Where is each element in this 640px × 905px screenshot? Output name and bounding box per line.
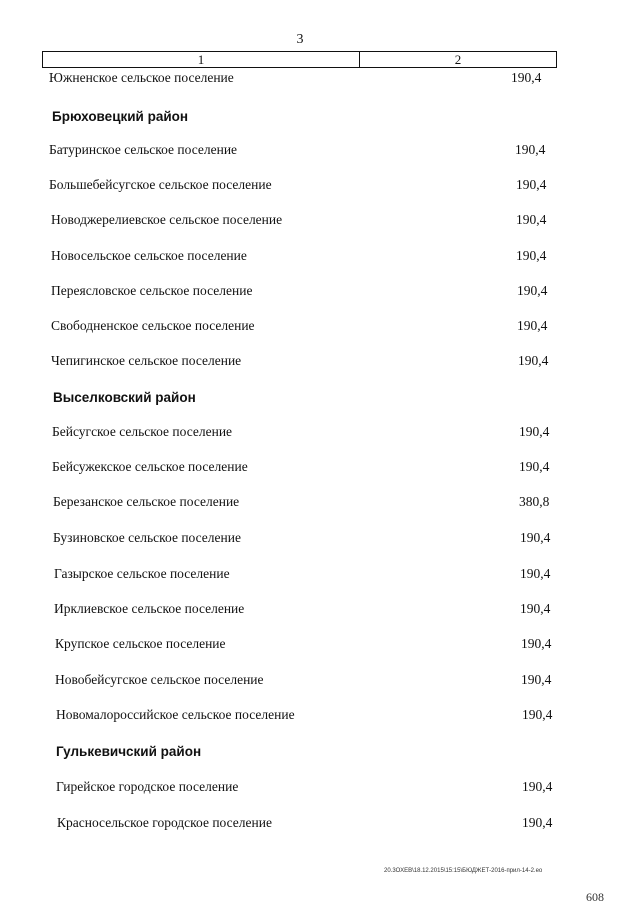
settlement-name: Гирейское городское поселение [56, 779, 239, 794]
settlement-value: 190,4 [515, 142, 546, 157]
settlement-value: 190,4 [517, 283, 548, 298]
settlement-value: 190,4 [522, 815, 553, 830]
settlement-name: Бузиновское сельское поселение [53, 530, 241, 545]
settlement-value: 190,4 [519, 424, 550, 439]
settlement-name: Переясловское сельское поселение [51, 283, 253, 298]
settlement-name: Газырское сельское поселение [54, 566, 230, 581]
settlement-name: Новомалороссийское сельское поселение [56, 707, 295, 722]
settlement-name: Большебейсугское сельское поселение [49, 177, 272, 192]
settlement-name: Свободненское сельское поселение [51, 318, 255, 333]
settlement-value: 190,4 [516, 248, 547, 263]
settlement-name: Ирклиевское сельское поселение [54, 601, 245, 616]
settlement-value: 190,4 [522, 779, 553, 794]
settlement-name: Березанское сельское поселение [53, 494, 240, 509]
settlement-value: 190,4 [517, 318, 548, 333]
settlement-name: Бейсугское сельское поселение [52, 424, 233, 439]
settlement-value: 190,4 [521, 672, 552, 687]
settlement-name: Крупское сельское поселение [55, 636, 226, 651]
settlement-value: 190,4 [520, 566, 551, 581]
settlement-value: 190,4 [516, 212, 547, 227]
settlement-value: 380,8 [519, 494, 550, 509]
settlement-value: 190,4 [522, 707, 553, 722]
header-column-1: 1 [43, 52, 360, 67]
district-heading: Гулькевичский район [56, 744, 202, 759]
settlement-name: Южненское сельское поселение [49, 70, 234, 85]
settlement-value: 190,4 [520, 601, 551, 616]
settlement-value: 190,4 [520, 530, 551, 545]
settlement-value: 190,4 [519, 459, 550, 474]
settlement-value: 190,4 [518, 353, 549, 368]
page-number: 3 [296, 32, 304, 47]
settlement-name: Красносельское городское поселение [57, 815, 272, 830]
settlement-name: Бейсужекское сельское поселение [52, 459, 248, 474]
settlement-value: 190,4 [516, 177, 547, 192]
header-column-2: 2 [454, 52, 462, 67]
settlement-name: Новосельское сельское поселение [51, 248, 247, 263]
footer-page-number: 608 [586, 890, 604, 904]
district-heading: Выселковский район [53, 390, 196, 405]
settlement-name: Чепигинское сельское поселение [51, 353, 242, 368]
settlement-value: 190,4 [521, 636, 552, 651]
settlement-name: Новобейсугское сельское поселение [55, 672, 264, 687]
settlement-name: Батуринское сельское поселение [49, 142, 238, 157]
district-heading: Брюховецкий район [52, 109, 189, 124]
settlement-value: 190,4 [511, 70, 542, 85]
settlement-name: Новоджерелиевское сельское поселение [51, 212, 283, 227]
table-header [42, 51, 557, 68]
footer-file-note: 20.3ОХЕВ\18.12.2015\15:15\БЮДЖЕТ-2016-прил-14-2.ео [384, 868, 543, 874]
